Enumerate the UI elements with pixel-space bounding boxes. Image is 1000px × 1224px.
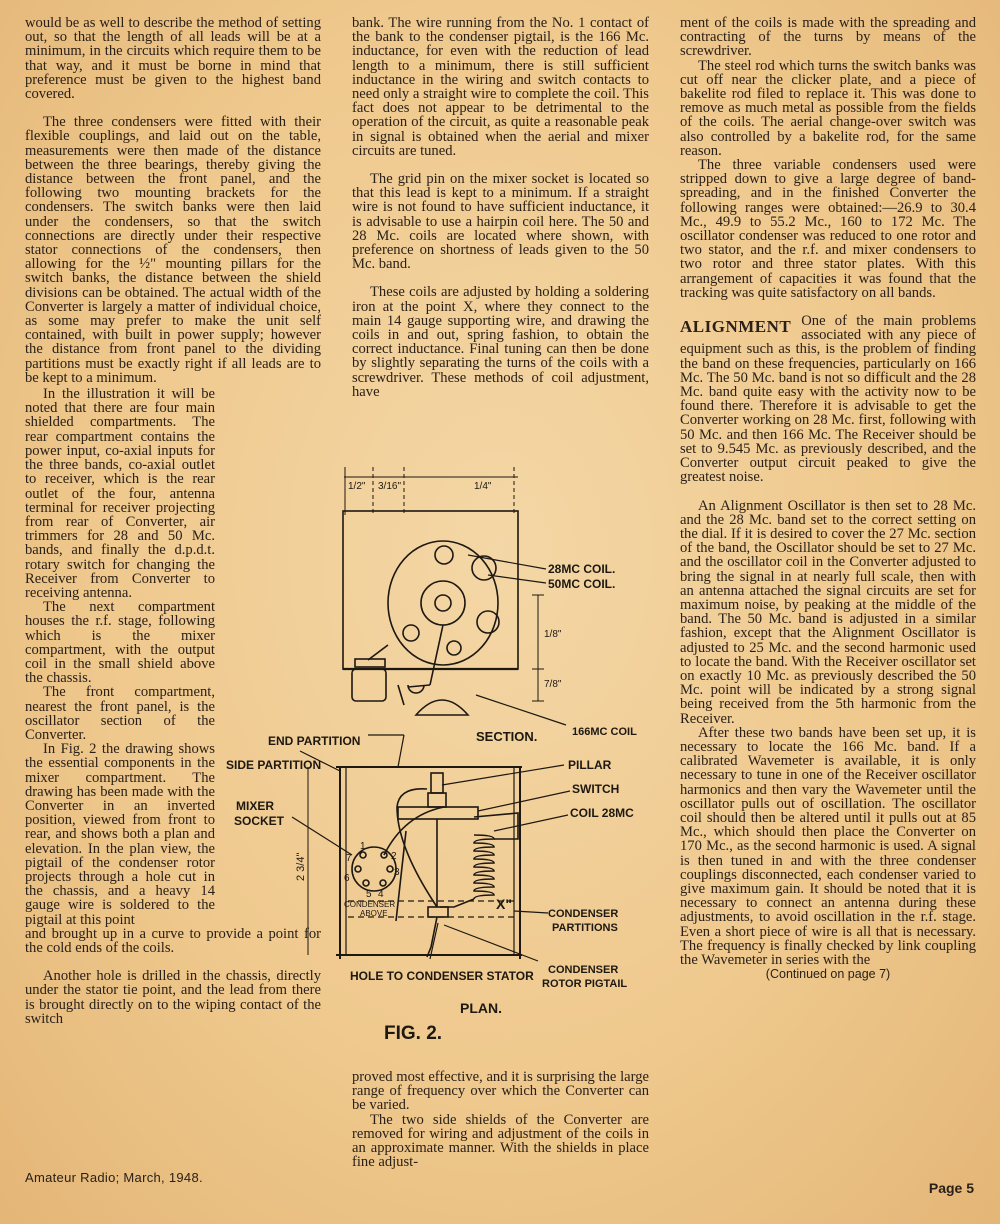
rotor-pigtail-label-2: ROTOR PIGTAIL (542, 978, 628, 990)
paragraph: proved most effective, and it is surprising the large range of frequency over which the Converter can be varied. (352, 1069, 649, 1114)
dim-quarter-label: 1/4" (474, 481, 492, 492)
dim-half-label: 1/2" (348, 481, 366, 492)
column-3 (680, 16, 976, 981)
paragraph: The grid pin on the mixer socket is located so that this lead is kept to a minimum. If a straight wire is not found to have sufficient inductance, it is advisable to use a hairpin coil here. The 50 and 28 Mc. coils are located where shown, with preference on shortness of leads given to the 50 Mc. band. (352, 171, 649, 273)
paragraph: would be as well to describe the method of setting out, so that the length of all leads will be at a minimum, in the circuits which require them to be that way, and it must be borne in mind that preference must be given to the highest band covered. (25, 15, 321, 103)
switch-label: SWITCH (572, 782, 620, 796)
paragraph: In the illustration it will be noted that there are four main shielded compartments. The rear compartment contains the power input, co-axial inputs for the three bands, co-axial outlet to receiver, which is the rear outlet of the four, antenna terminal for receiver projecting from rear of Converter, air trimmers for 28 and 50 Mc. bands, and finally the d.p.d.t. rotary switch for changing the Receiver from Converter to receiving antenna. (25, 386, 215, 601)
coil-166-label: 166MC COIL (572, 726, 637, 738)
pillar-label: PILLAR (568, 758, 612, 772)
coil-28-label: 28MC COIL. (548, 562, 616, 576)
paragraph: The two side shields of the Converter are removed for wiring and adjustment of the coils in an approximate manner. With the shields in place fine adjust- (352, 1111, 649, 1171)
column-2-top (352, 16, 649, 399)
paragraph: In Fig. 2 the drawing shows the essential components in the mixer compartment. The drawing has been made with the Converter in an inverted position, viewed from front to rear, and shows both a plan and elevation. In the plan view, the pigtail of the condenser rotor projects through a hole cut in the chassis, and a heavy 14 gauge wire is soldered to the pigtail at this point (25, 741, 215, 928)
paragraph: ment of the coils is made with the spreading and contracting of the turns by means of the screwdriver. (680, 15, 976, 60)
pin-label: 4 (378, 889, 384, 900)
condenser-partitions-label-2: PARTITIONS (552, 922, 618, 934)
mixer-socket-label-2: SOCKET (234, 814, 285, 828)
continued-note: (Continued on page 7) (765, 967, 891, 982)
dim-3-16-label: 3/16" (378, 481, 402, 492)
paragraph: After these two bands have been set up, it is necessary to locate the 166 Mc. band. If a calibrated Wavemeter is available, it is only necessary to tune in one of the Receiver oscillator harmonics and then vary the Wavemeter until the oscillator pulls out of oscillation. The oscillator coil should then be altered until it pulls out at 85 Mc., which should then place the Converter on 170 Mc., as the second harmonic is used. A signal is then tuned in and with the three condenser couplings disconnected, each condenser varied to give maximum gain. It should be noted that it is necessary to connect an antenna during these adjustments, to avoid oscillation in the r.f. stage. Even a short piece of wire is all that is necessary. The frequency is finally checked by link coupling the Wavemeter in series with the (680, 724, 976, 968)
paragraph: and brought up in a curve to provide a point for the cold ends of the coils. (25, 925, 321, 956)
side-partition-label: SIDE PARTITION (226, 758, 322, 772)
paragraph: These coils are adjusted by holding a soldering iron at the point X, where they connect to the main 14 gauge supporting wire, and drawing the coils in and out, spring fashion, to obtain the correct inductance. Final tuning can then be done by slightly separating the turns of the coils with a screwdriver. These methods of coil adjustment, have (352, 284, 649, 400)
dim-7-8-label: 7/8" (544, 679, 562, 690)
x-point-label: X" (496, 896, 512, 912)
pin-label: 2 (391, 851, 397, 862)
condenser-above-label-2: ABOVE (360, 909, 388, 918)
paragraph: The front compartment, nearest the front panel, is the oscillator section of the Converter. (25, 684, 215, 743)
paragraph: Another hole is drilled in the chassis, directly under the stator tie point, and the lead from there is brought directly on to the wiping contact of the switch (25, 968, 321, 1027)
section-heading: ALIGNMENT (680, 317, 792, 337)
pin-label: 3 (394, 867, 400, 878)
figure-caption: FIG. 2. (384, 1023, 443, 1044)
paragraph: The three condensers were fitted with their flexible couplings, and laid out on the table, measurements were then made of the distance between the three bearings, thereby giving the distance between the front panel, and the following two mounting brackets for the condensers. The switch banks were then laid under the condensers, so that the switch connections are directly under their respective stator connections of the condensers, then allowing for the ½" mounting pillars for the switch banks, the distance between the shield divisions can be obtained. The actual width of the Converter is largely a matter of individual choice, as some may prefer to make the unit self contained, with built in power supply; however the distance from front panel to the dividing partitions must be exactly right if all leads are to be kept to a minimum. (25, 114, 321, 386)
pin-label: 5 (366, 889, 372, 900)
paragraph: The steel rod which turns the switch banks was cut off near the clicker plate, and a piece of bakelite rod filed to replace it. This was done to remove as much metal as possible from the fields of the coils. The aerial change-over switch was also controlled by a bakelite rod, for the same reason. (680, 57, 976, 159)
paragraph: The next compartment houses the r.f. stage, following which is the mixer compartment, with the output coil in the small shield above the chassis. (25, 599, 215, 687)
dim-2-3-4-label: 2 3/4" (295, 852, 307, 881)
coil-50-label: 50MC COIL. (548, 577, 616, 591)
rotor-pigtail-label-1: CONDENSER (548, 964, 619, 976)
paragraph: An Alignment Oscillator is then set to 28 Mc. and the 28 Mc. band set to the correct setting on the dial. If it is desired to cover the 27 Mc. section of the band, the Oscillator should be set to 27 Mc. and the oscillator coil in the Converter adjusted to bring the signal in at nearly full scale, then with an antenna attached the signal circuits are set for maximum noise, by peaking at the middle of the band. The 50 Mc. band is adjusted in a similar fashion, except that the Alignment Oscillator is adjusted to 25 Mc. and the second harmonic used to locate the band. With the Receiver oscillator set on exactly 10 Mc. as previously described the 50 Mc. point will be indicated by a strong signal being received from the 5th harmonic from the Receiver. (680, 497, 976, 727)
condenser-above-label-1: CONDENSER (344, 900, 396, 909)
coil-28mc-label: COIL 28MC (570, 806, 634, 820)
page-number: Page 5 (928, 1180, 974, 1196)
mixer-socket-label-1: MIXER (236, 799, 275, 813)
footer-publication: Amateur Radio; March, 1948. (25, 1170, 203, 1185)
column-2-bottom (352, 1070, 649, 1169)
dim-1-8-label: 1/8" (544, 629, 562, 640)
section-label: SECTION. (476, 729, 538, 744)
condenser-partitions-label-1: CONDENSER (548, 908, 619, 920)
pin-label: 1 (360, 841, 366, 852)
fig2-drawing (218, 455, 668, 1065)
paragraph: One of the main problems associated with any piece of equipment such as this, is the problem of finding the band on these frequencies, particularly on 166 Mc. The 50 Mc. band is not so difficult and the 28 Mc. band quite easy with the activity now to be found there. Therefore it is advisable to get the Converter working on 28 Mc. first, following with 50 Mc. and then 166 Mc. The Receiver should be set to 9.545 Mc. as previously described, and the Converter output circuit peaked to give the greatest noise. (680, 313, 976, 486)
end-partition-label: END PARTITION (268, 734, 361, 748)
plan-label: PLAN. (460, 1000, 502, 1016)
paragraph: The three variable condensers used were stripped down to give a large degree of band-spreading, and in the finished Converter the following ranges were obtained:—26.9 to 30.4 Mc., 49.9 to 55.2 Mc., 160 to 172 Mc. The oscillator condenser was reduced to one rotor and two stator, and the r.f. and mixer condensers to two rotor and three stator plates. With this arrangement of capacities it was found that the tracking was quite satisfactory on all bands. (680, 157, 976, 301)
paragraph: bank. The wire running from the No. 1 contact of the bank to the condenser pigtail, is the 166 Mc. inductance, for even with the reduction of lead length to a minimum, there is still sufficient inductance in the wiring and switch contacts to need only a straight wire to complete the coil. This fact does not appear to be detrimental to the operation of the circuit, as quite a reasonable peak in signal is obtained when the aerial and mixer circuits are tuned. (352, 15, 649, 159)
hole-label: HOLE TO CONDENSER STATOR (350, 969, 534, 983)
pin-label: 7 (346, 853, 352, 864)
pin-label: 6 (344, 873, 350, 884)
